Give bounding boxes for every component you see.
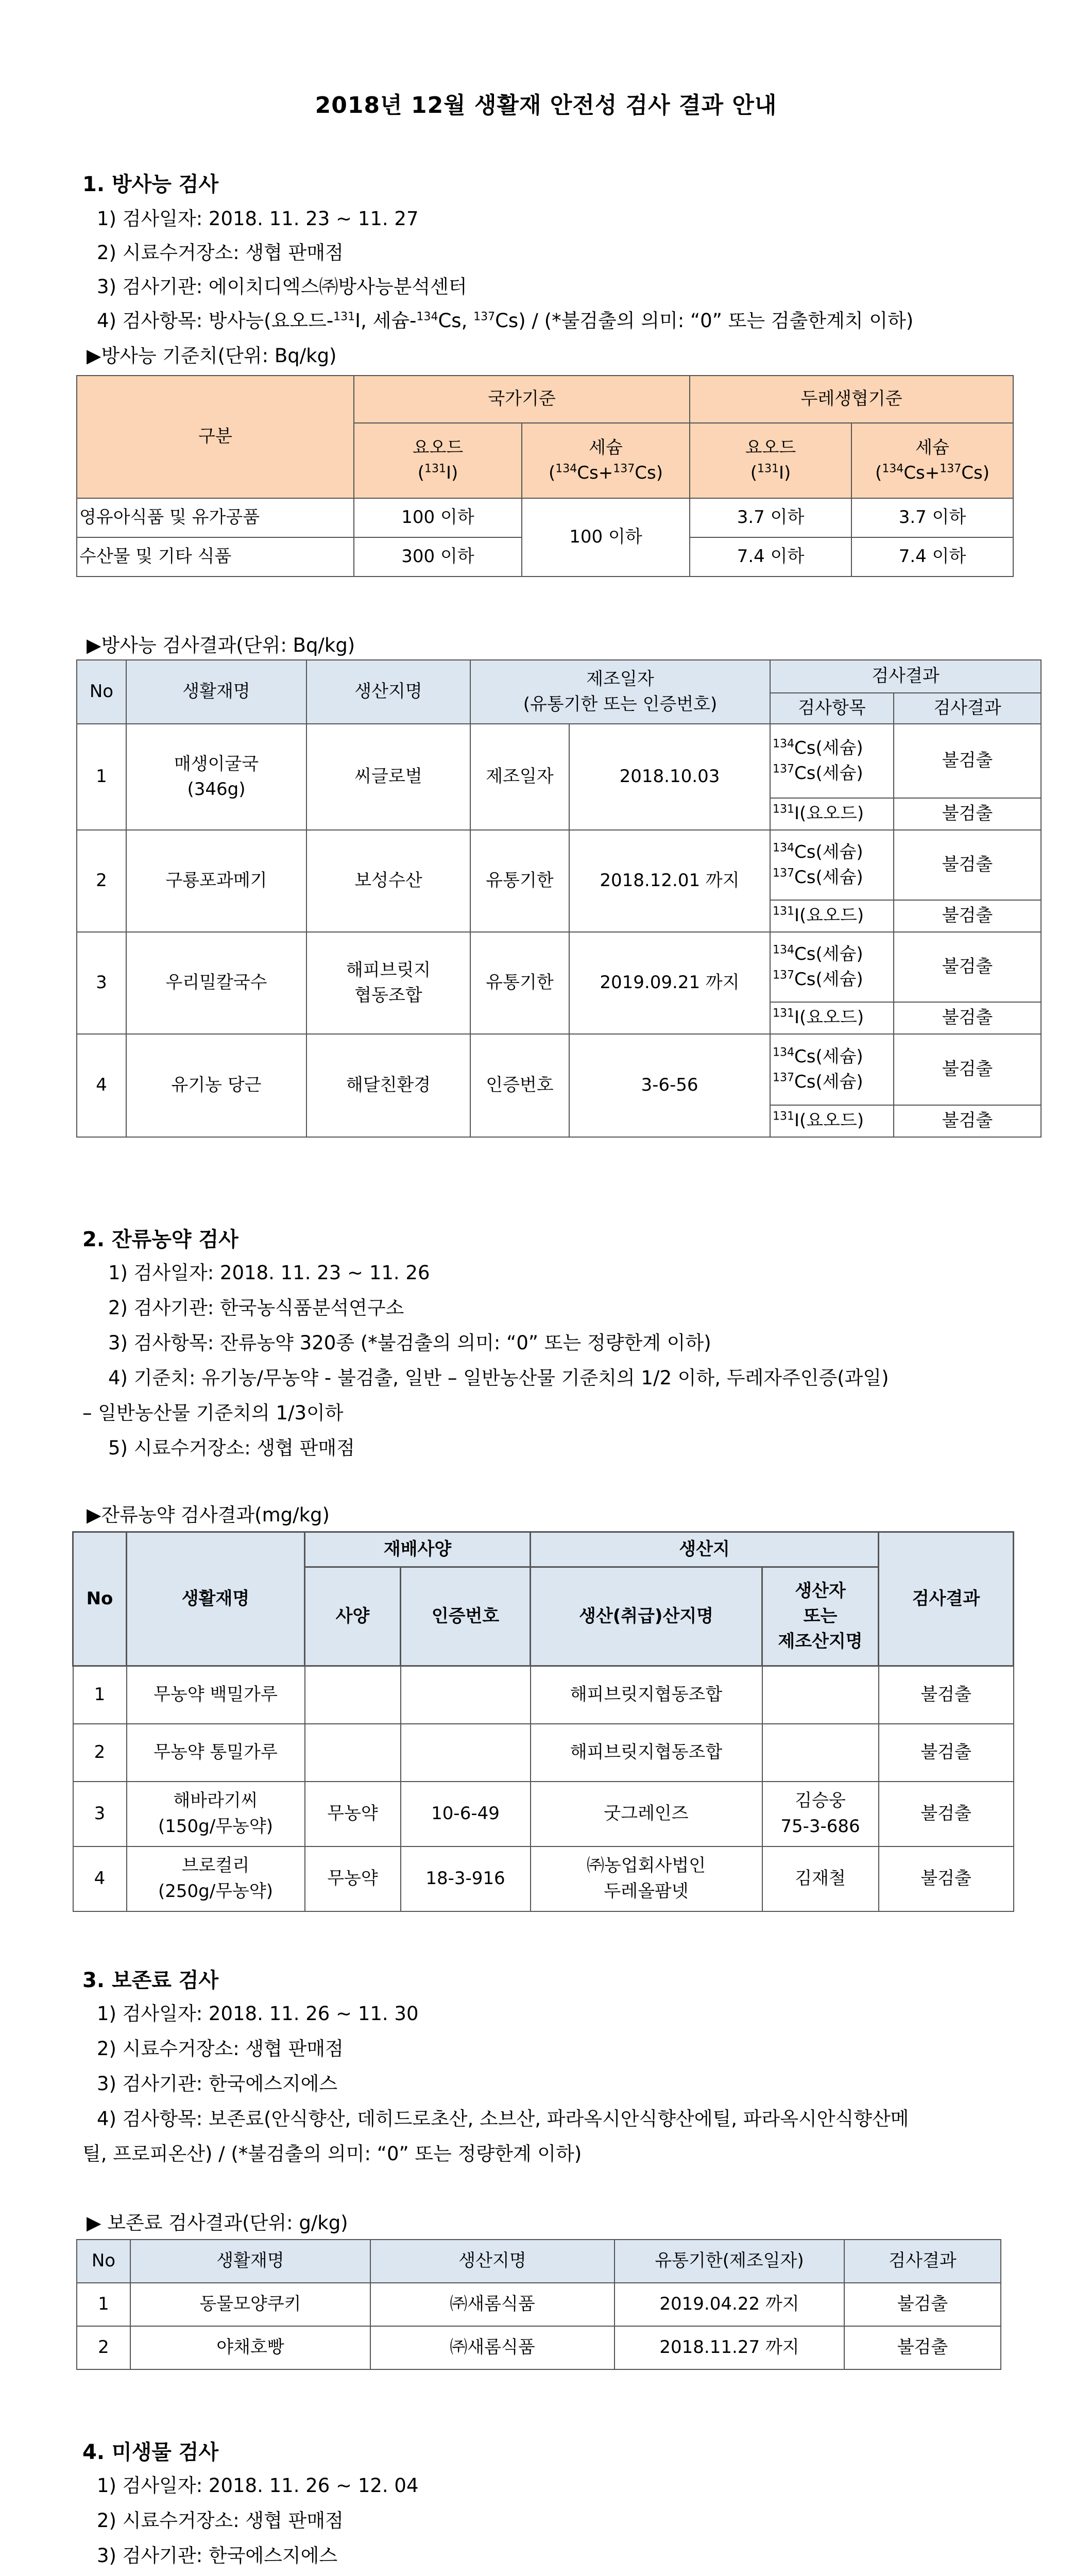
s1-item-1: 1) 검사일자: 2018. 11. 23 ~ 11. 27 <box>97 208 419 230</box>
s3-item-2: 2) 시료수거장소: 생협 판매점 <box>97 2038 344 2060</box>
item-name-sub: (346g) <box>187 779 246 800</box>
res-row-name: 우리밀칼국수 <box>126 932 306 1034</box>
s3-item-1: 1) 검사일자: 2018. 11. 26 ~ 11. 30 <box>97 2003 419 2025</box>
pest-row-spec <box>305 1666 401 1724</box>
res-row-no: 2 <box>77 830 126 932</box>
s2-item-3: 3) 검사항목: 잔류농약 320종 (*불검출의 의미: “0” 또는 정량한계 이하) <box>108 1332 711 1354</box>
pest-row-name <box>127 1846 305 1911</box>
pest-header-producer <box>762 1567 879 1666</box>
pest-row-name: 무농약 통밀가루 <box>127 1724 305 1782</box>
iso-131: 131 <box>424 462 446 476</box>
pest-row-cert: 10-6-49 <box>401 1782 531 1846</box>
s3-item-4: 4) 검사항목: 보존료(안식향산, 데히드로초산, 소브산, 파라옥시안식향산에틸, 파라옥시안식향산메 <box>97 2108 909 2130</box>
i-label: I(요오드) <box>794 803 864 824</box>
pest-row-producer <box>762 1724 879 1782</box>
mfg-sublabel: (유통기한 또는 인증번호) <box>523 694 718 715</box>
iso-137: 137 <box>773 1071 794 1084</box>
cs-label: Cs(세슘) <box>794 1072 863 1092</box>
radiation-standard-caption: ▶방사능 기준치(단위: Bq/kg) <box>87 345 337 367</box>
pest-header-cultivation: 재배사양 <box>305 1532 531 1567</box>
pres-header-no: No <box>77 2240 130 2283</box>
pest-row-place <box>531 1846 762 1911</box>
pest-row-producer: 김재철 <box>762 1846 879 1911</box>
res-header-test-item: 검사항목 <box>770 693 894 724</box>
std-cell: 100 이하 <box>354 498 522 537</box>
pest-row-name: 무농약 백밀가루 <box>127 1666 305 1724</box>
pest-header-result: 검사결과 <box>879 1532 1014 1666</box>
radiation-result-table <box>76 659 1042 1138</box>
pest-row-cert <box>401 1724 531 1782</box>
res-row-date: 2018.12.01 까지 <box>569 830 770 932</box>
item-name: 브로컬리 <box>181 1855 250 1876</box>
pest-row-result: 불검출 <box>879 1846 1014 1911</box>
cesium-label: 세슘 <box>589 437 623 458</box>
i-label: I(요오드) <box>794 1110 864 1131</box>
pest-row-no: 4 <box>73 1846 127 1911</box>
pres-row-name: 야채호빵 <box>130 2326 370 2369</box>
producer-head-line: 또는 <box>803 1605 838 1626</box>
pest-row-no: 3 <box>73 1782 127 1846</box>
cesium-label: 세슘 <box>915 437 949 458</box>
iso-137: 137 <box>773 867 794 880</box>
pest-row-spec: 무농약 <box>305 1846 401 1911</box>
std-header-national: 국가기준 <box>354 376 690 423</box>
pest-row-result: 불검출 <box>879 1724 1014 1782</box>
pres-row-no: 2 <box>77 2326 130 2369</box>
iso-134: 134 <box>773 841 794 855</box>
res-test-result: 불검출 <box>894 1105 1041 1137</box>
i-label: I(요오드) <box>794 905 864 926</box>
pest-row-producer <box>762 1782 879 1846</box>
pest-header-cert: 인증번호 <box>401 1567 531 1666</box>
mfg-label: 제조일자 <box>586 668 654 689</box>
res-row-type: 제조일자 <box>470 724 569 830</box>
cs-label: Cs(세슘) <box>794 1046 863 1067</box>
pest-row-cert: 18-3-916 <box>401 1846 531 1911</box>
pest-row-place: 해피브릿지협동조합 <box>531 1724 762 1782</box>
iso-134: 134 <box>416 310 438 324</box>
s1-item-4-part: Cs, <box>438 310 474 332</box>
cs-label: Cs(세슘) <box>794 969 863 990</box>
place-line: 두레올팜넷 <box>604 1880 689 1902</box>
std-row-label: 영유아식품 및 유가공품 <box>77 498 354 537</box>
std-header-dure: 두레생협기준 <box>690 376 1013 423</box>
res-test-cesium <box>770 1034 894 1105</box>
iso-131: 131 <box>773 1007 794 1021</box>
i-label: I(요오드) <box>794 1007 864 1028</box>
iodine-label: 요오드 <box>745 437 796 458</box>
cs-label: Cs(세슘) <box>794 943 863 964</box>
res-test-iodine <box>770 1002 894 1034</box>
res-row-type: 인증번호 <box>470 1034 569 1137</box>
pest-row-cert <box>401 1666 531 1724</box>
s1-item-4-part: Cs) / (*불검출의 의미: “0” 또는 검출한계치 이하) <box>495 310 914 332</box>
res-row-date: 3-6-56 <box>569 1034 770 1137</box>
s2-item-1: 1) 검사일자: 2018. 11. 23 ~ 11. 26 <box>108 1262 430 1284</box>
page-title: 2018년 12월 생활재 안전성 검사 결과 안내 <box>315 92 777 118</box>
iodine-label: 요오드 <box>412 437 464 458</box>
producer-line: 75-3-686 <box>780 1816 860 1837</box>
s1-item-4-part: 4) 검사항목: 방사능(요오드- <box>97 310 334 332</box>
pres-row-expiry: 2018.11.27 까지 <box>615 2326 844 2369</box>
s2-item-5: 5) 시료수거장소: 생협 판매점 <box>108 1437 355 1459</box>
res-row-type: 유통기한 <box>470 830 569 932</box>
res-test-result: 불검출 <box>894 932 1041 1002</box>
pres-row-expiry: 2019.04.22 까지 <box>615 2283 844 2326</box>
section-2-heading: 2. 잔류농약 검사 <box>82 1228 238 1251</box>
pres-header-producer: 생산지명 <box>370 2240 615 2283</box>
s2-item-2: 2) 검사기관: 한국농식품분석연구소 <box>108 1297 404 1319</box>
res-test-cesium <box>770 724 894 798</box>
pest-row-name <box>127 1782 305 1846</box>
pres-row-producer: ㈜새롬식품 <box>370 2283 615 2326</box>
iso-137: 137 <box>473 310 496 324</box>
cs-label: Cs(세슘) <box>794 737 863 758</box>
std-header-iodine-dure: 요오드 ($^{131}$I) <box>690 423 851 498</box>
pres-header-result: 검사결과 <box>844 2240 1001 2283</box>
pest-row-no: 2 <box>73 1724 127 1782</box>
iso-137: 137 <box>773 762 794 776</box>
res-row-name <box>126 724 306 830</box>
std-cell: 7.4 이하 <box>690 537 851 577</box>
pest-row-place: 굿그레인즈 <box>531 1782 762 1846</box>
s4-item-2: 2) 시료수거장소: 생협 판매점 <box>97 2510 344 2532</box>
element-i: I <box>779 463 784 483</box>
pest-row-no: 1 <box>73 1666 127 1724</box>
s2-item-4-cont: – 일반농산물 기준치의 1/3이하 <box>82 1402 344 1424</box>
pres-header-item: 생활재명 <box>130 2240 370 2283</box>
std-header-iodine-national: 요오드 ($^{131}$I) <box>354 423 522 498</box>
pest-row-producer <box>762 1666 879 1724</box>
pest-row-spec <box>305 1724 401 1782</box>
res-header-test-result: 검사결과 <box>894 693 1041 724</box>
s4-item-1: 1) 검사일자: 2018. 11. 26 ~ 12. 04 <box>97 2475 419 2497</box>
std-header-gubun: 구분 <box>77 376 354 498</box>
s1-item-4-part: I, 세슘- <box>355 310 417 332</box>
section-1-heading: 1. 방사능 검사 <box>82 173 219 196</box>
res-header-result: 검사결과 <box>770 660 1041 693</box>
preservative-caption: ▶ 보존료 검사결과(단위: g/kg) <box>87 2212 348 2234</box>
res-test-result: 불검출 <box>894 1034 1041 1105</box>
section-4-heading: 4. 미생물 검사 <box>82 2441 219 2464</box>
res-header-item: 생활재명 <box>126 660 306 724</box>
pesticide-caption: ▶잔류농약 검사결과(mg/kg) <box>87 1504 330 1526</box>
res-test-iodine <box>770 900 894 932</box>
res-row-producer: 보성수산 <box>306 830 470 932</box>
res-row-name: 구룡포과메기 <box>126 830 306 932</box>
iso-131: 131 <box>333 310 355 324</box>
res-test-iodine <box>770 798 894 830</box>
pest-header-no: No <box>73 1532 127 1666</box>
s2-item-4: 4) 기준치: 유기농/무농약 - 불검출, 일반 – 일반농산물 기준치의 1/2 이하, 두레자주인증(과일) <box>108 1367 889 1389</box>
iso-131: 131 <box>773 1110 794 1124</box>
iso-131: 131 <box>773 803 794 817</box>
res-test-result: 불검출 <box>894 798 1041 830</box>
res-row-producer: 해달친환경 <box>306 1034 470 1137</box>
s1-item-2: 2) 시료수거장소: 생협 판매점 <box>97 242 344 264</box>
producer-head-line: 생산자 <box>795 1580 846 1601</box>
cs-label: Cs(세슘) <box>794 763 863 784</box>
item-name-sub: (250g/무농약) <box>158 1880 273 1902</box>
std-row-label: 수산물 및 기타 식품 <box>77 537 354 577</box>
s4-item-3: 3) 검사기관: 한국에스지에스 <box>97 2545 338 2567</box>
pres-row-name: 동물모양쿠키 <box>130 2283 370 2326</box>
pesticide-table <box>72 1531 1014 1912</box>
pest-row-result: 불검출 <box>879 1782 1014 1846</box>
res-row-date: 2018.10.03 <box>569 724 770 830</box>
s3-item-4-cont: 틸, 프로피온산) / (*불검출의 의미: “0” 또는 정량한계 이하) <box>82 2143 582 2165</box>
iso-131: 131 <box>757 462 779 476</box>
iso-137: 137 <box>613 462 635 476</box>
res-row-producer <box>306 932 470 1034</box>
pest-row-place: 해피브릿지협동조합 <box>531 1666 762 1724</box>
std-cell: 100 이하 <box>522 498 690 577</box>
s3-item-3: 3) 검사기관: 한국에스지에스 <box>97 2073 338 2095</box>
res-row-name: 유기농 당근 <box>126 1034 306 1137</box>
section-3-heading: 3. 보존료 검사 <box>82 1969 219 1992</box>
iso-134: 134 <box>555 462 577 476</box>
element-i: I <box>446 463 452 483</box>
res-test-cesium <box>770 932 894 1002</box>
res-header-mfg <box>470 660 770 724</box>
std-cell: 3.7 이하 <box>851 498 1013 537</box>
preservative-table <box>76 2239 1001 2370</box>
res-row-no: 3 <box>77 932 126 1034</box>
pres-row-result: 불검출 <box>844 2283 1001 2326</box>
producer-line: 김승웅 <box>795 1790 846 1811</box>
iso-137: 137 <box>773 969 794 982</box>
item-name: 매생이굴국 <box>174 753 259 774</box>
res-header-no: No <box>77 660 126 724</box>
cs-label: Cs(세슘) <box>794 841 863 862</box>
std-cell: 300 이하 <box>354 537 522 577</box>
producer-line: 협동조합 <box>354 985 422 1006</box>
producer-line: 해피브릿지 <box>346 959 431 980</box>
res-test-result: 불검출 <box>894 900 1041 932</box>
pres-row-result: 불검출 <box>844 2326 1001 2369</box>
iso-137: 137 <box>940 462 962 476</box>
res-row-producer: 씨글로벌 <box>306 724 470 830</box>
std-cell: 7.4 이하 <box>851 537 1013 577</box>
pest-header-spec: 사양 <box>305 1567 401 1666</box>
place-line: ㈜농업회사법인 <box>586 1855 706 1876</box>
iso-131: 131 <box>773 905 794 919</box>
res-test-iodine <box>770 1105 894 1137</box>
res-row-date: 2019.09.21 까지 <box>569 932 770 1034</box>
s1-item-4 <box>97 305 913 333</box>
res-test-result: 불검출 <box>894 830 1041 900</box>
pest-row-spec: 무농약 <box>305 1782 401 1846</box>
iso-134: 134 <box>773 943 794 957</box>
res-row-no: 1 <box>77 724 126 830</box>
s1-item-3: 3) 검사기관: 에이치디엑스㈜방사능분석센터 <box>97 276 467 298</box>
iso-134: 134 <box>882 462 904 476</box>
iso-134: 134 <box>773 1046 794 1059</box>
res-header-producer: 생산지명 <box>306 660 470 724</box>
res-test-cesium <box>770 830 894 900</box>
pres-header-expiry: 유통기한(제조일자) <box>615 2240 844 2283</box>
pest-header-item: 생활재명 <box>127 1532 305 1666</box>
res-test-result: 불검출 <box>894 724 1041 798</box>
pest-header-place: 생산(취급)산지명 <box>531 1567 762 1666</box>
item-name-sub: (150g/무농약) <box>158 1816 273 1837</box>
pres-row-no: 1 <box>77 2283 130 2326</box>
res-test-result: 불검출 <box>894 1002 1041 1034</box>
res-row-no: 4 <box>77 1034 126 1137</box>
producer-head-line: 제조산지명 <box>778 1631 863 1652</box>
cs-label: Cs(세슘) <box>794 867 863 888</box>
pest-header-origin: 생산지 <box>531 1532 879 1567</box>
res-row-type: 유통기한 <box>470 932 569 1034</box>
std-header-cesium-dure: 세슘 ($^{134}$Cs+$^{137}$Cs) <box>851 423 1013 498</box>
item-name: 해바라기씨 <box>173 1790 258 1811</box>
std-header-cesium-national: 세슘 ($^{134}$Cs+$^{137}$Cs) <box>522 423 690 498</box>
iso-134: 134 <box>773 737 794 751</box>
pres-row-producer: ㈜새롬식품 <box>370 2326 615 2369</box>
pest-row-result: 불검출 <box>879 1666 1014 1724</box>
std-cell: 3.7 이하 <box>690 498 851 537</box>
radiation-standard-table <box>76 375 1014 577</box>
radiation-result-caption: ▶방사능 검사결과(단위: Bq/kg) <box>87 634 355 656</box>
